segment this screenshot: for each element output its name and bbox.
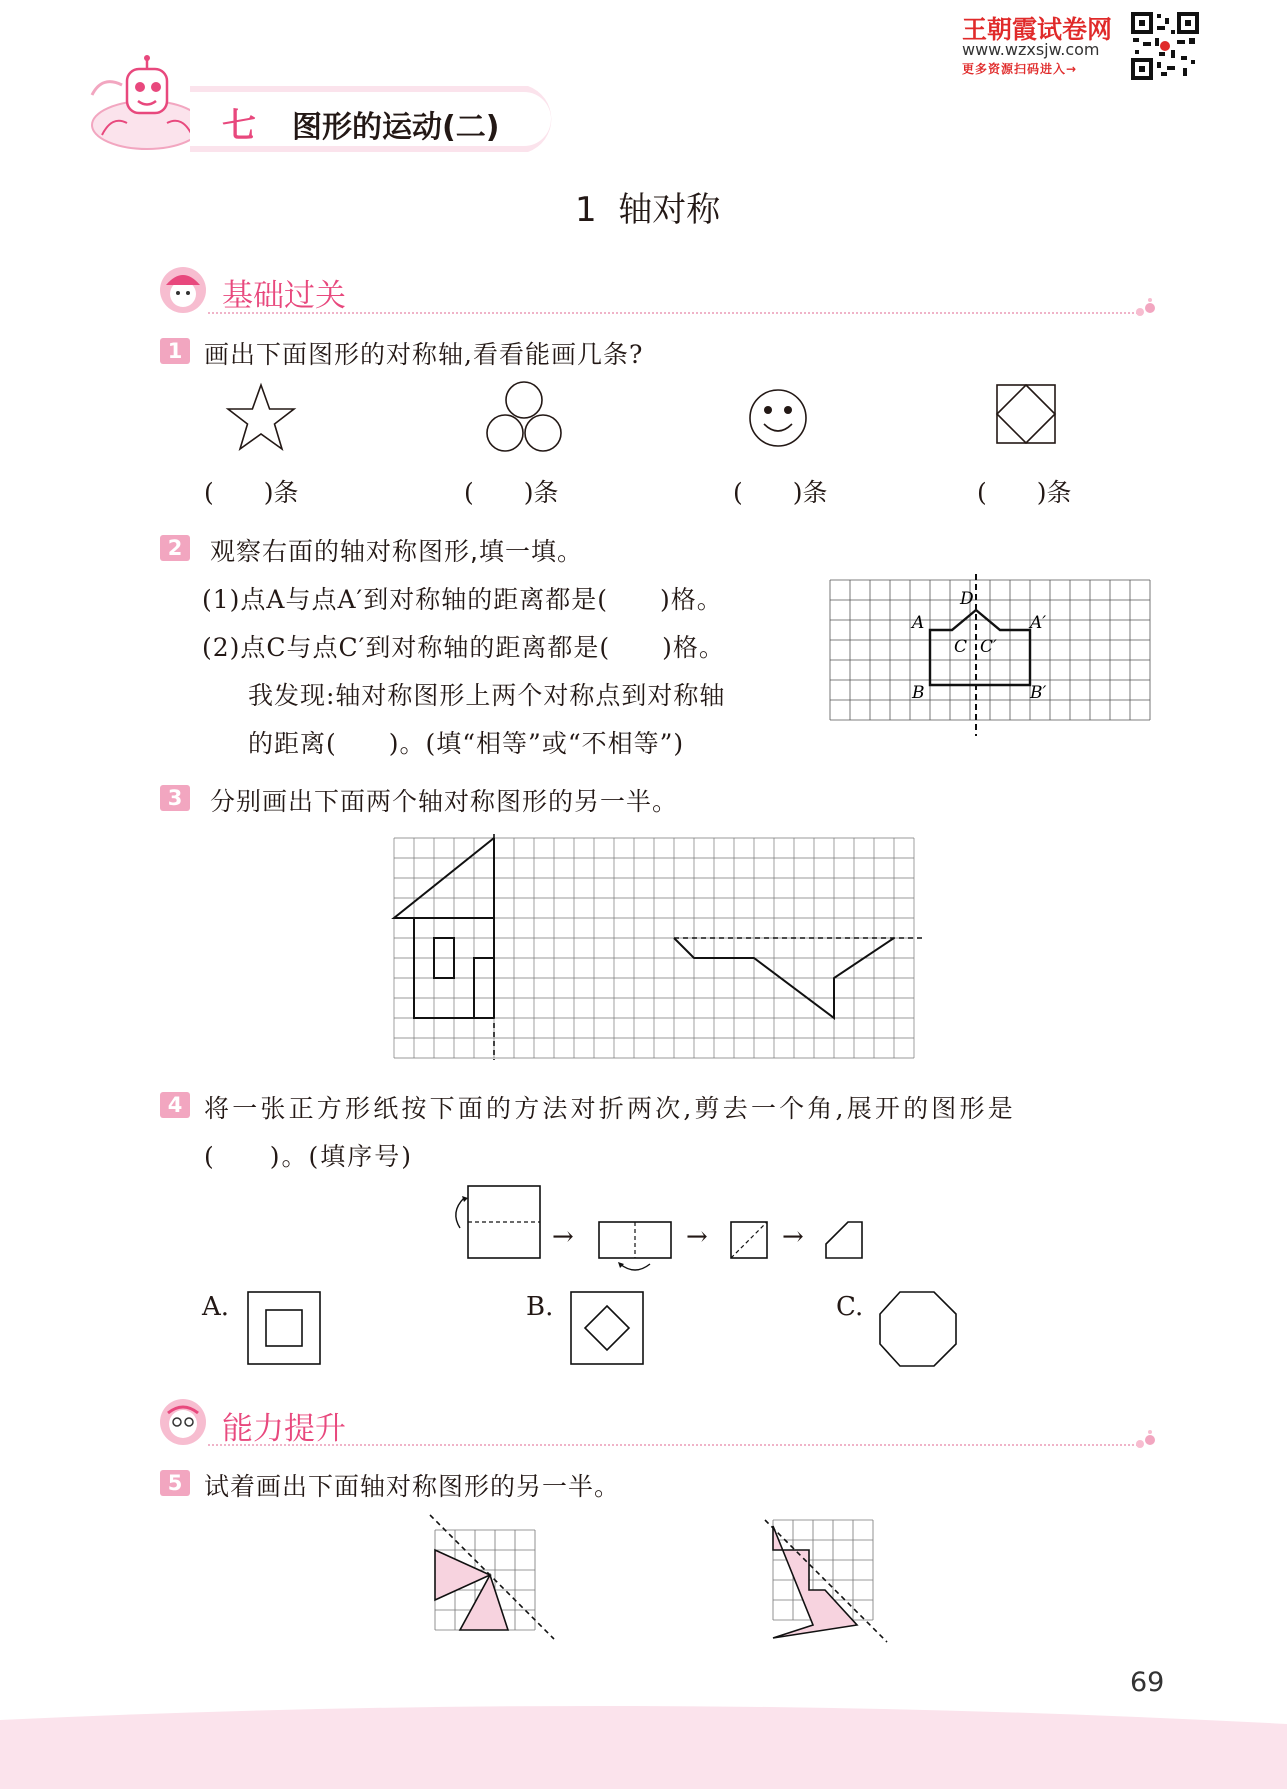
answer-blank-1[interactable]: ( )条 bbox=[204, 478, 299, 507]
label-B: B bbox=[912, 683, 925, 703]
question-number-3: 3 bbox=[160, 785, 190, 811]
section-divider-2 bbox=[208, 1444, 1138, 1446]
section-divider bbox=[208, 312, 1138, 314]
chapter-number: 七 bbox=[222, 106, 256, 146]
label-B-prime: B′ bbox=[1030, 683, 1047, 703]
lesson-title: 1 轴对称 bbox=[575, 190, 721, 230]
q2-line-4: 的距离( )。(填“相等”或“不相等”) bbox=[248, 729, 685, 758]
label-A: A bbox=[912, 613, 925, 633]
question-text-2: 观察右面的轴对称图形,填一填。 bbox=[210, 537, 583, 566]
label-D: D bbox=[960, 589, 974, 609]
qr-code-icon[interactable] bbox=[1131, 12, 1199, 80]
square-diamond-icon bbox=[996, 384, 1056, 444]
chapter-title: 图形的运动(二) bbox=[292, 110, 500, 145]
fold-step-4-icon bbox=[824, 1220, 866, 1262]
option-a-label: A. bbox=[202, 1292, 230, 1322]
brand-url: www.wzxsjw.com bbox=[962, 40, 1100, 59]
question-text-3: 分别画出下面两个轴对称图形的另一半。 bbox=[210, 787, 679, 816]
option-a-figure[interactable] bbox=[246, 1290, 324, 1368]
q3-grid-figure[interactable] bbox=[394, 838, 920, 1060]
question-number-1: 1 bbox=[160, 338, 190, 364]
question-text-4b: ( )。(填序号) bbox=[204, 1142, 414, 1171]
girl-avatar-icon bbox=[158, 265, 208, 315]
label-C-prime: C′ bbox=[980, 637, 997, 657]
section-title-advanced: 能力提升 bbox=[222, 1411, 346, 1447]
q5-figure-right[interactable] bbox=[765, 1520, 895, 1645]
option-c-figure[interactable] bbox=[878, 1290, 958, 1368]
fold-step-1-icon bbox=[448, 1182, 544, 1262]
fold-arrow-2: → bbox=[686, 1222, 708, 1252]
fold-arrow-3: → bbox=[782, 1222, 804, 1252]
smiley-icon bbox=[748, 388, 808, 448]
question-number-2: 2 bbox=[160, 535, 190, 561]
question-number-4: 4 bbox=[160, 1092, 190, 1118]
answer-blank-2[interactable]: ( )条 bbox=[464, 478, 559, 507]
section-title-basic: 基础过关 bbox=[222, 278, 346, 314]
q2-line-2: (2)点C与点C′到对称轴的距离都是( )格。 bbox=[202, 633, 725, 662]
fold-step-3-icon bbox=[729, 1220, 771, 1262]
question-number-5: 5 bbox=[160, 1470, 190, 1496]
three-circles-icon bbox=[482, 380, 566, 456]
fold-arrow-1: → bbox=[552, 1222, 574, 1252]
q2-line-3: 我发现:轴对称图形上两个对称点到对称轴 bbox=[248, 681, 726, 710]
q2-grid-figure bbox=[830, 580, 1150, 730]
boy-avatar-icon bbox=[158, 1397, 208, 1447]
page-number: 69 bbox=[1130, 1667, 1165, 1698]
label-C: C bbox=[954, 637, 968, 657]
divider-end-dots-icon-2 bbox=[1134, 1430, 1162, 1450]
option-b-label: B. bbox=[526, 1292, 554, 1322]
answer-blank-3[interactable]: ( )条 bbox=[733, 478, 828, 507]
bottom-pink-band bbox=[0, 1700, 1287, 1789]
q5-figure-left[interactable] bbox=[430, 1515, 560, 1640]
answer-blank-4[interactable]: ( )条 bbox=[977, 478, 1072, 507]
question-text-1: 画出下面图形的对称轴,看看能画几条? bbox=[204, 340, 644, 369]
divider-end-dots-icon bbox=[1134, 298, 1162, 318]
fold-step-2-icon bbox=[596, 1218, 676, 1276]
question-text-5: 试着画出下面轴对称图形的另一半。 bbox=[204, 1472, 621, 1501]
option-c-label: C. bbox=[836, 1292, 864, 1322]
brand-name: 王朝霞试卷网 bbox=[962, 15, 1113, 44]
option-b-figure[interactable] bbox=[569, 1290, 647, 1368]
q2-line-1: (1)点A与点A′到对称轴的距离都是( )格。 bbox=[202, 585, 723, 614]
brand-tagline: 更多资源扫码进入→ bbox=[962, 62, 1078, 76]
question-text-4: 将一张正方形纸按下面的方法对折两次,剪去一个角,展开的图形是 bbox=[204, 1094, 1016, 1123]
label-A-prime: A′ bbox=[1030, 613, 1047, 633]
star-icon bbox=[224, 383, 298, 453]
